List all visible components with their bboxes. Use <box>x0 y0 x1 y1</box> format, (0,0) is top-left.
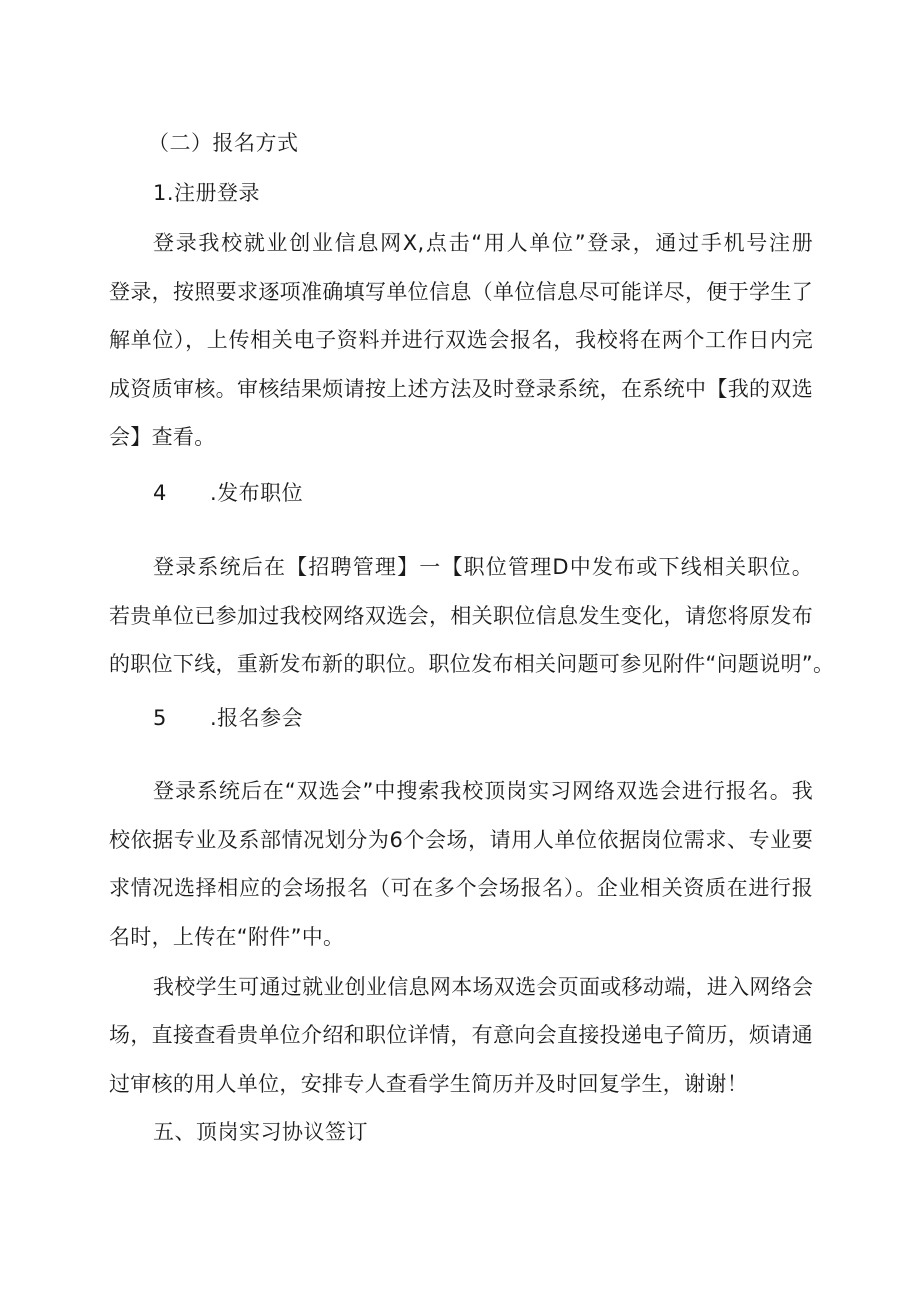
paragraph-1-line-3: 解单位），上传相关电子资料并进行双选会报名，我校将在两个工作日内完 <box>109 328 813 352</box>
paragraph-2-line-1: 登录系统后在【招聘管理】一【职位管理D中发布或下线相关职位。 <box>153 555 813 579</box>
paragraph-1-line-4: 成资质审核。审核结果烦请按上述方法及时登录系统，在系统中【我的双选 <box>109 377 813 401</box>
section-heading-internship-agreement: 五、顶岗实习协议签订 <box>153 1120 368 1144</box>
paragraph-2-line-3: 的职位下线，重新发布新的职位。职位发布相关问题可参见附件“问题说明”。 <box>109 652 835 676</box>
paragraph-3-line-2: 校依据专业及系部情况划分为6个会场，请用人单位依据岗位需求、专业要 <box>109 828 813 852</box>
paragraph-3-line-4: 名时，上传在“附件”中。 <box>109 925 345 949</box>
subheading-register-login: 1.注册登录 <box>153 181 261 205</box>
paragraph-3-line-3: 求情况选择相应的会场报名（可在多个会场报名）。企业相关资质在进行报 <box>109 876 813 900</box>
paragraph-4-line-2: 场，直接查看贵单位介绍和职位详情，有意向会直接投递电子简历，烦请通 <box>109 1023 813 1047</box>
item-5-number: 5 <box>153 706 167 730</box>
section-heading-registration-method: （二）报名方式 <box>148 131 299 155</box>
item-5-title: .报名参会 <box>210 706 304 730</box>
item-4-number: 4 <box>153 481 167 505</box>
paragraph-1-line-1: 登录我校就业创业信息网X,点击“用人单位”登录，通过手机号注册 <box>153 231 813 255</box>
item-4-title: .发布职位 <box>210 481 304 505</box>
paragraph-3-line-1: 登录系统后在“双选会”中搜索我校顶岗实习网络双选会进行报名。我 <box>153 779 813 803</box>
paragraph-1-line-2: 登录，按照要求逐项准确填写单位信息（单位信息尽可能详尽，便于学生了 <box>109 280 813 304</box>
paragraph-1-line-5: 会】查看。 <box>109 425 216 449</box>
paragraph-4-line-3: 过审核的用人单位，安排专人查看学生简历并及时回复学生，谢谢！ <box>109 1072 748 1096</box>
paragraph-4-line-1: 我校学生可通过就业创业信息网本场双选会页面或移动端，进入网络会 <box>153 975 814 999</box>
paragraph-2-line-2: 若贵单位已参加过我校网络双选会，相关职位信息发生变化，请您将原发布 <box>109 604 813 628</box>
